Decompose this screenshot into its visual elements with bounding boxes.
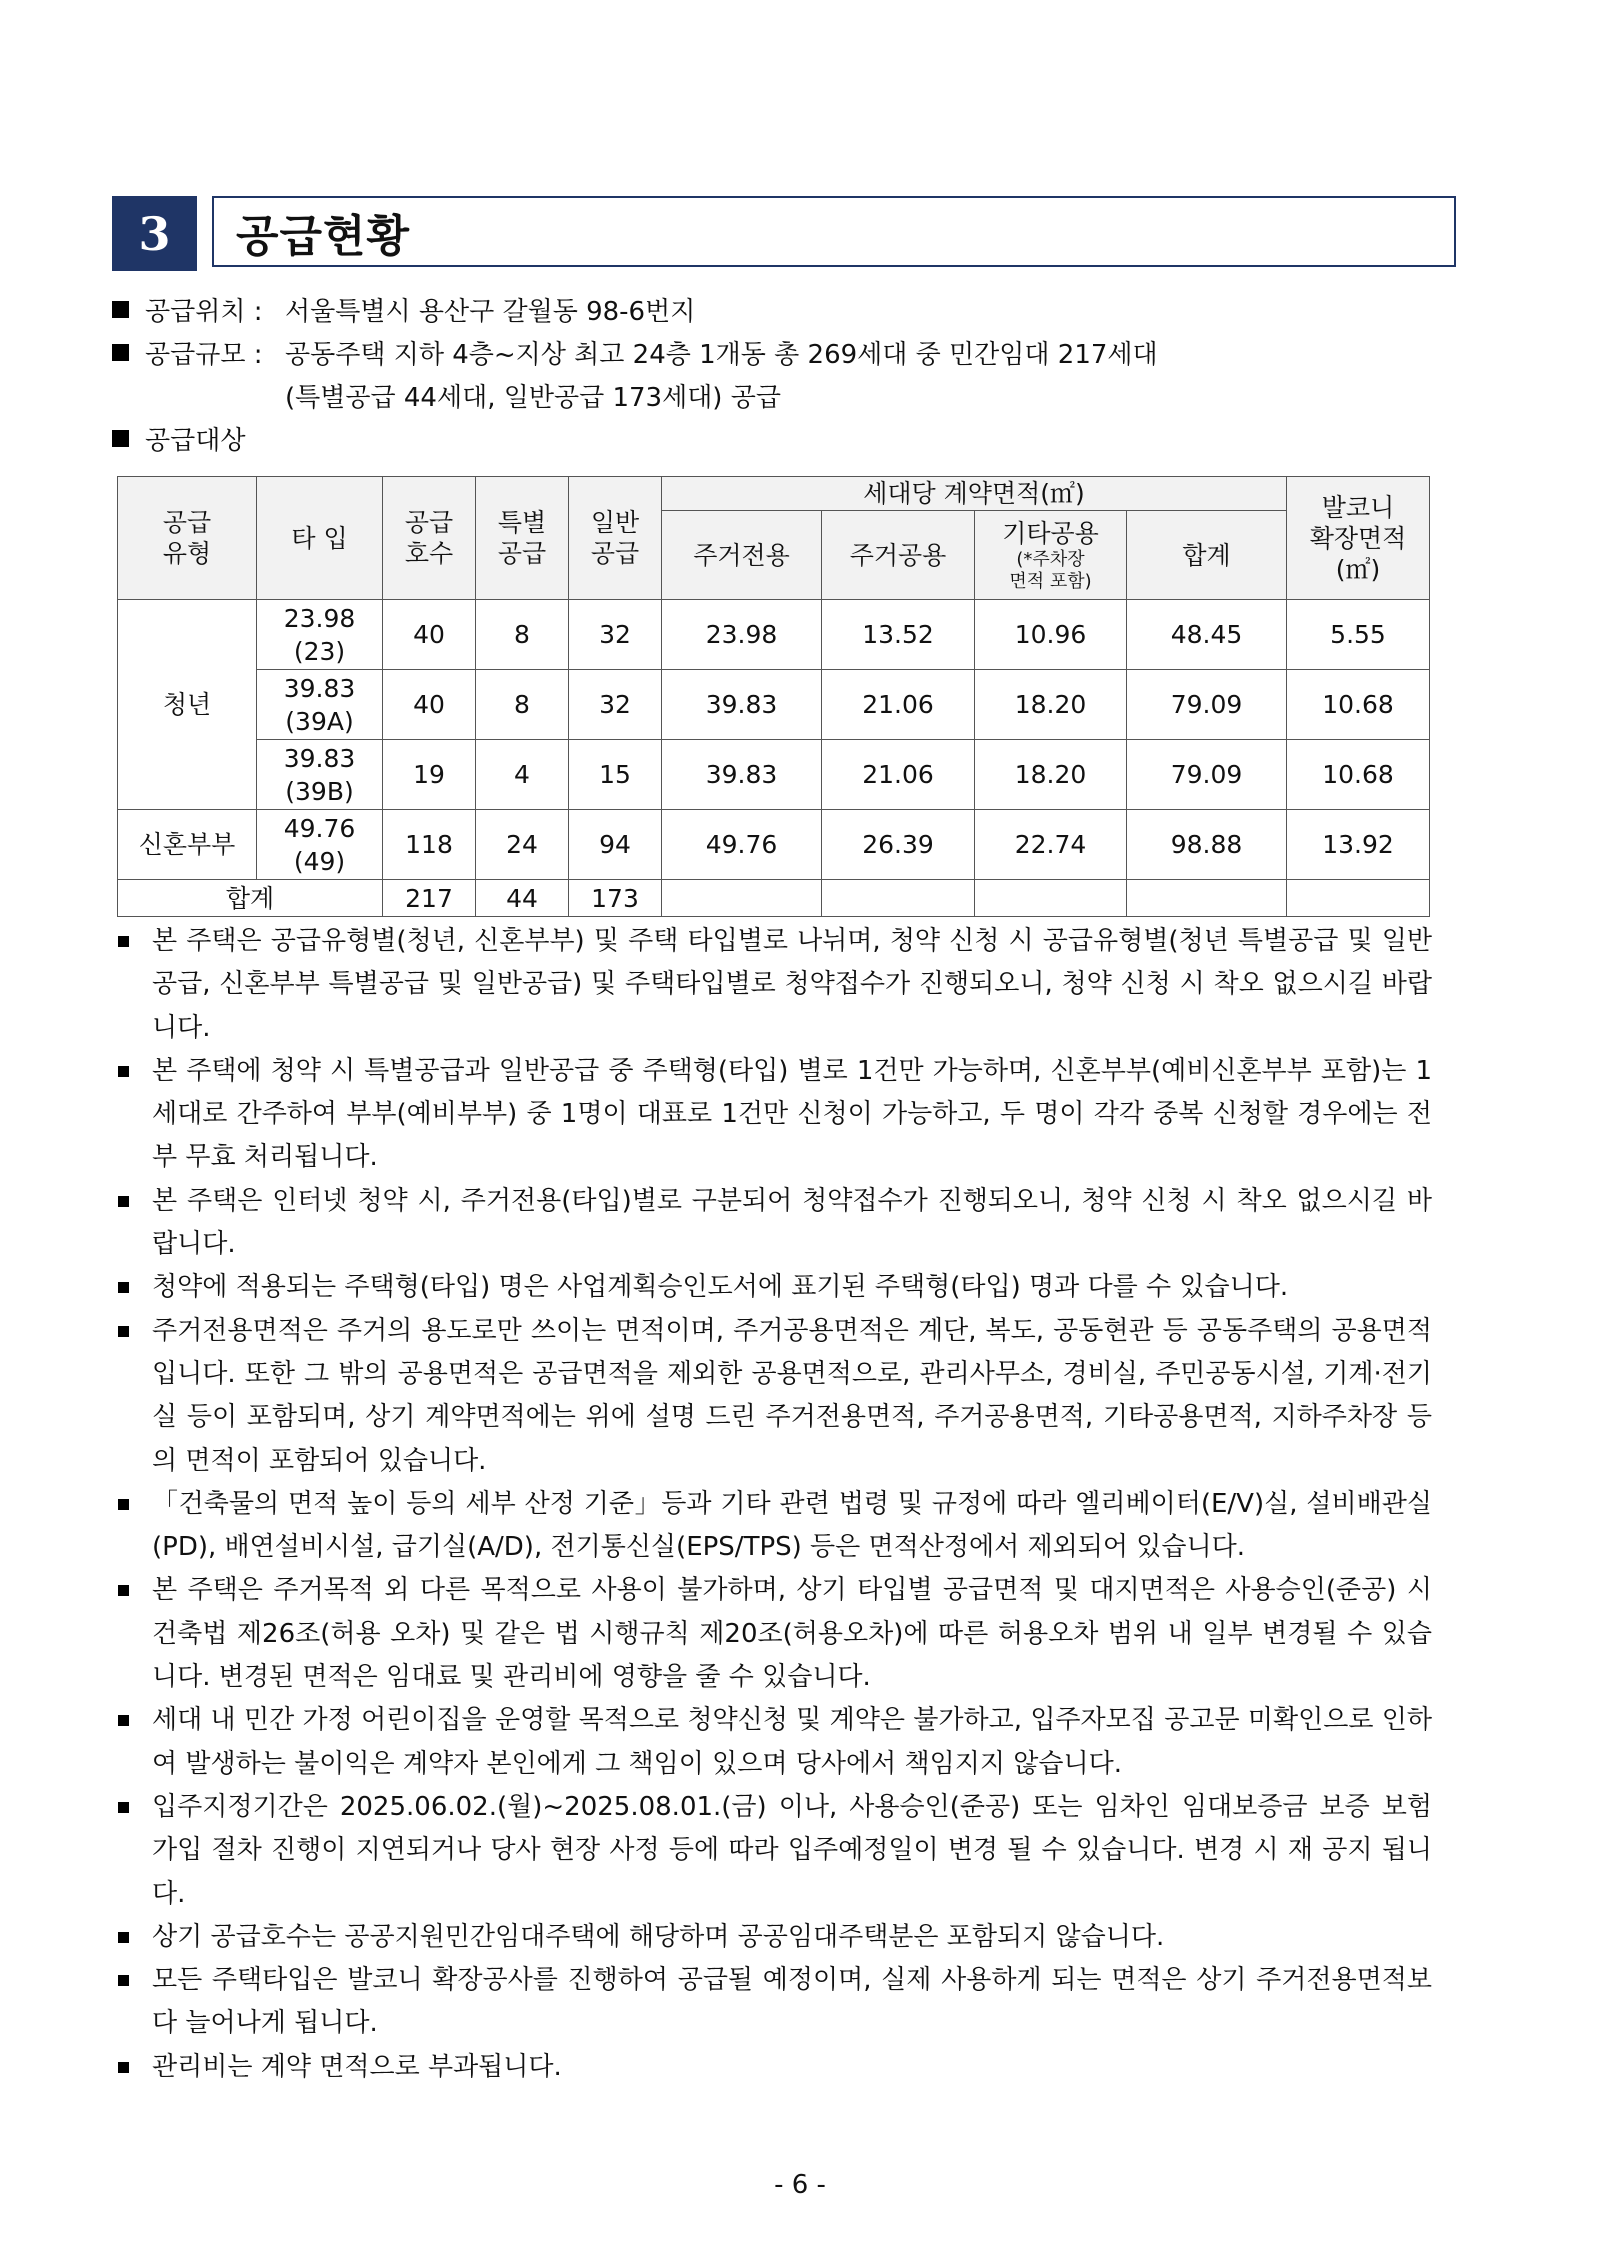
exclusive-cell: 39.83 — [662, 670, 822, 740]
common-cell: 21.06 — [822, 740, 975, 810]
note-item: 「건축물의 면적 높이 등의 세부 산정 기준」등과 기타 관련 법령 및 규정에 따라 엘리베이터(E/V)실, 설비배관실(PD), 배연설비시설, 급기실(A/D), 전기통신실(EPS/TPS) 등은 면적산정에서 제외되어 있습니다. — [112, 1483, 1432, 1570]
table-row — [118, 670, 1430, 740]
units-cell: 19 — [383, 740, 476, 810]
table-row — [118, 740, 1430, 810]
empty-cell — [975, 880, 1127, 917]
summary-scale — [112, 334, 263, 371]
note-item: 모든 주택타입은 발코니 확장공사를 진행하여 공급될 예정이며, 실제 사용하게 되는 면적은 상기 주거전용면적보다 늘어나게 됩니다. — [112, 1959, 1432, 2046]
type-cell: 39.83 (39B) — [257, 740, 383, 810]
group-cell-newlywed: 신혼부부 — [118, 810, 257, 880]
square-bullet-icon — [118, 1499, 129, 1510]
square-bullet-icon — [118, 1585, 129, 1596]
balcony-cell: 5.55 — [1287, 600, 1430, 670]
target-label: 공급대상 — [145, 426, 246, 456]
empty-cell — [822, 880, 975, 917]
special-cell: 8 — [476, 600, 569, 670]
special-cell: 8 — [476, 670, 569, 740]
header-common: 주거공용 — [822, 511, 975, 600]
table-total-row — [118, 880, 1430, 917]
exclusive-cell: 39.83 — [662, 740, 822, 810]
scale-label: 공급규모 : — [145, 340, 263, 370]
square-bullet-icon — [118, 1802, 129, 1813]
note-item: 본 주택은 주거목적 외 다른 목적으로 사용이 불가하며, 상기 타입별 공급면적 및 대지면적은 사용승인(준공) 시 건축법 제26조(허용 오차) 및 같은 법 시행규칙 제20조(허용오차)에 따른 허용오차 범위 내 일부 변경될 수 있습니다. 변경된 면적은 임대료 및 관리비에 영향을 줄 수 있습니다. — [112, 1569, 1432, 1699]
square-bullet-icon — [118, 1326, 129, 1337]
scale-value-line2: (특별공급 44세대, 일반공급 173세대) 공급 — [285, 383, 781, 413]
general-cell: 15 — [569, 740, 662, 810]
other-cell: 10.96 — [975, 600, 1127, 670]
note-item: 청약에 적용되는 주택형(타입) 명은 사업계획승인도서에 표기된 주택형(타입) 명과 다를 수 있습니다. — [112, 1266, 1432, 1309]
type-cell: 39.83 (39A) — [257, 670, 383, 740]
note-item: 본 주택은 인터넷 청약 시, 주거전용(타입)별로 구분되어 청약접수가 진행되오니, 청약 신청 시 착오 없으시길 바랍니다. — [112, 1180, 1432, 1267]
balcony-cell: 10.68 — [1287, 740, 1430, 810]
type-cell: 23.98 (23) — [257, 600, 383, 670]
notes-list — [112, 920, 1432, 2089]
note-item: 본 주택에 청약 시 특별공급과 일반공급 중 주택형(타입) 별로 1건만 가능하며, 신혼부부(예비신혼부부 포함)는 1세대로 간주하여 부부(예비부부) 중 1명이 대표로 1건만 신청이 가능하고, 두 명이 각각 중복 신청할 경우에는 전부 무효 처리됩니다. — [112, 1050, 1432, 1180]
empty-cell — [1287, 880, 1430, 917]
header-balcony: 발코니 확장면적 (㎡) — [1287, 477, 1430, 600]
header-other-common: 기타공용 (*주차장 면적 포함) — [975, 511, 1127, 600]
location-value: 서울특별시 용산구 갈월동 98-6번지 — [285, 297, 696, 327]
note-item: 입주지정기간은 2025.06.02.(월)~2025.08.01.(금) 이나, 사용승인(준공) 또는 임차인 임대보증금 보증 보험 가입 절차 진행이 지연되거나 당사 현장 사정 등에 따라 입주예정일이 변경 될 수 있습니다. 변경 시 재 공지 됩니다. — [112, 1786, 1432, 1916]
total-units-cell: 217 — [383, 880, 476, 917]
square-bullet-icon — [112, 344, 129, 361]
square-bullet-icon — [118, 1715, 129, 1726]
units-cell: 118 — [383, 810, 476, 880]
header-general: 일반 공급 — [569, 477, 662, 600]
type-cell: 49.76 (49) — [257, 810, 383, 880]
other-cell: 22.74 — [975, 810, 1127, 880]
note-item: 관리비는 계약 면적으로 부과됩니다. — [112, 2046, 1432, 2089]
header-type: 타 입 — [257, 477, 383, 600]
group-cell-youth: 청년 — [118, 600, 257, 810]
exclusive-cell: 23.98 — [662, 600, 822, 670]
square-bullet-icon — [118, 936, 129, 947]
balcony-cell: 10.68 — [1287, 670, 1430, 740]
square-bullet-icon — [118, 1932, 129, 1943]
total-cell: 98.88 — [1127, 810, 1287, 880]
total-cell: 79.09 — [1127, 670, 1287, 740]
scale-value-line1: 공동주택 지하 4층~지상 최고 24층 1개동 총 269세대 중 민간임대 217세대 — [285, 340, 1158, 370]
common-cell: 13.52 — [822, 600, 975, 670]
exclusive-cell: 49.76 — [662, 810, 822, 880]
total-cell: 48.45 — [1127, 600, 1287, 670]
special-cell: 24 — [476, 810, 569, 880]
general-cell: 94 — [569, 810, 662, 880]
note-item: 본 주택은 공급유형별(청년, 신혼부부) 및 주택 타입별로 나뉘며, 청약 신청 시 공급유형별(청년 특별공급 및 일반공급, 신혼부부 특별공급 및 일반공급) 및 주택타입별로 청약접수가 진행되오니, 청약 신청 시 착오 없으시길 바랍니다. — [112, 920, 1432, 1050]
header-total: 합계 — [1127, 511, 1287, 600]
square-bullet-icon — [118, 1066, 129, 1077]
note-item: 주거전용면적은 주거의 용도로만 쓰이는 면적이며, 주거공용면적은 계단, 복도, 공동현관 등 공동주택의 공용면적입니다. 또한 그 밖의 공용면적은 공급면적을 제외한 공용면적으로, 관리사무소, 경비실, 주민공동시설, 기계·전기실 등이 포함되며, 상기 계약면적에는 위에 설명 드린 주거전용면적, 주거공용면적, 기타공용면적, 지하주차장 등의 면적이 포함되어 있습니다. — [112, 1310, 1432, 1483]
summary-target — [112, 420, 245, 457]
general-cell: 32 — [569, 600, 662, 670]
page-number: - 6 - — [774, 2170, 826, 2200]
units-cell: 40 — [383, 670, 476, 740]
special-cell: 4 — [476, 740, 569, 810]
square-bullet-icon — [118, 1282, 129, 1293]
supply-table — [117, 476, 1430, 917]
empty-cell — [662, 880, 822, 917]
header-special: 특별 공급 — [476, 477, 569, 600]
common-cell: 26.39 — [822, 810, 975, 880]
total-general-cell: 173 — [569, 880, 662, 917]
units-cell: 40 — [383, 600, 476, 670]
summary-location — [112, 291, 263, 328]
square-bullet-icon — [118, 2062, 129, 2073]
empty-cell — [1127, 880, 1287, 917]
header-units: 공급 호수 — [383, 477, 476, 600]
note-item: 상기 공급호수는 공공지원민간임대주택에 해당하며 공공임대주택분은 포함되지 않습니다. — [112, 1916, 1432, 1959]
other-cell: 18.20 — [975, 670, 1127, 740]
header-exclusive: 주거전용 — [662, 511, 822, 600]
table-row — [118, 600, 1430, 670]
header-supply-type: 공급 유형 — [118, 477, 257, 600]
square-bullet-icon — [112, 301, 129, 318]
square-bullet-icon — [112, 430, 129, 447]
total-cell: 79.09 — [1127, 740, 1287, 810]
section-title-box — [212, 196, 1456, 267]
section-title: 공급현황 — [236, 210, 411, 262]
section-number: 3 — [112, 196, 197, 271]
table-row — [118, 810, 1430, 880]
note-item: 세대 내 민간 가정 어린이집을 운영할 목적으로 청약신청 및 계약은 불가하고, 입주자모집 공고문 미확인으로 인하여 발생하는 불이익은 계약자 본인에게 그 책임이 있으며 당사에서 책임지지 않습니다. — [112, 1699, 1432, 1786]
other-cell: 18.20 — [975, 740, 1127, 810]
square-bullet-icon — [118, 1196, 129, 1207]
square-bullet-icon — [118, 1975, 129, 1986]
general-cell: 32 — [569, 670, 662, 740]
location-label: 공급위치 : — [145, 297, 263, 327]
balcony-cell: 13.92 — [1287, 810, 1430, 880]
total-label-cell: 합계 — [118, 880, 383, 917]
common-cell: 21.06 — [822, 670, 975, 740]
total-special-cell: 44 — [476, 880, 569, 917]
header-area-group: 세대당 계약면적(㎡) — [662, 477, 1287, 511]
